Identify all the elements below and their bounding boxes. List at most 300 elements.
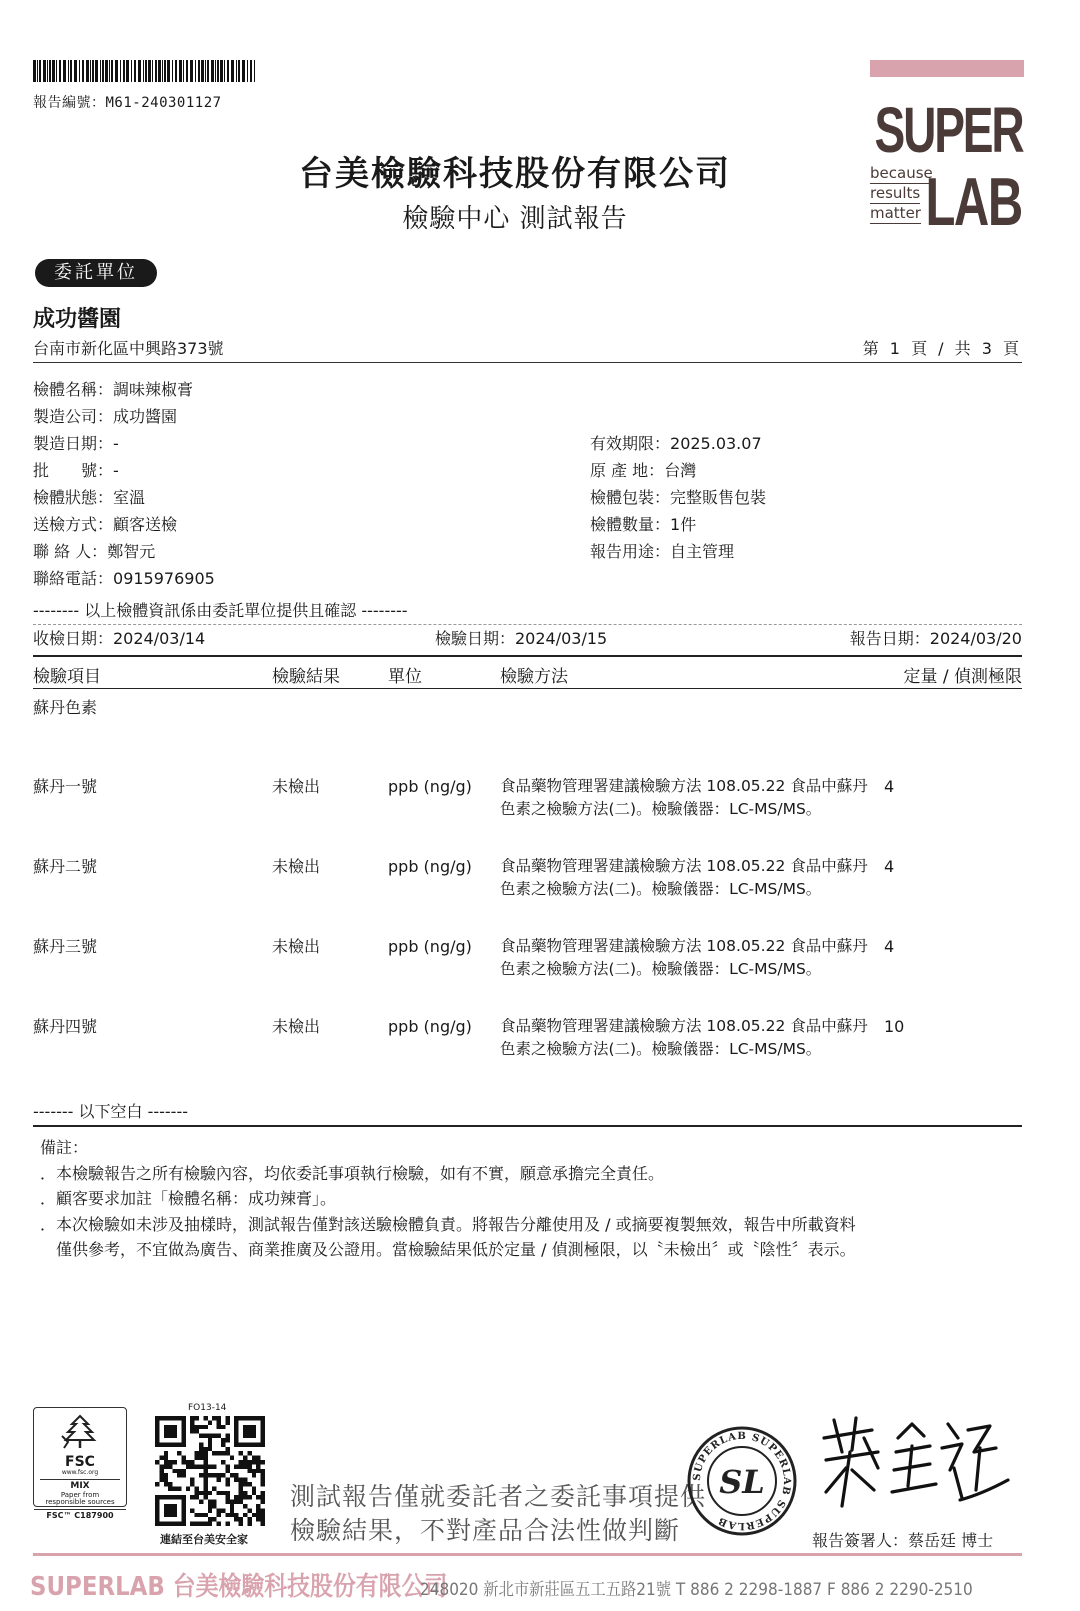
qr-module <box>247 1517 251 1521</box>
barcode-bar <box>100 60 101 82</box>
qr-module <box>190 1420 194 1424</box>
footer-statement <box>290 1480 706 1548</box>
qr-module <box>208 1522 212 1526</box>
qr-module <box>203 1478 207 1482</box>
qr-module <box>234 1473 238 1477</box>
footer-brand: SUPERLAB 台美檢驗科技股份有限公司 <box>30 1572 448 1602</box>
qr-module <box>195 1522 199 1526</box>
qr-module <box>247 1429 251 1433</box>
qr-module <box>173 1434 177 1438</box>
qr-module <box>225 1420 229 1424</box>
qr-module <box>208 1434 212 1438</box>
th-method: 檢驗方法 <box>500 667 568 687</box>
qr-module <box>261 1429 265 1433</box>
client-badge: 委託單位 <box>35 259 157 287</box>
qr-module <box>164 1482 168 1486</box>
barcode <box>33 60 255 82</box>
qr-module <box>173 1442 177 1446</box>
test-date: 檢驗日期：2024/03/15 <box>435 629 608 648</box>
qr-module <box>247 1425 251 1429</box>
qr-module <box>155 1500 159 1504</box>
qr-module <box>159 1464 163 1468</box>
qr-module <box>203 1451 207 1455</box>
barcode-bar <box>211 60 214 82</box>
qr-module <box>256 1495 260 1499</box>
qr-module <box>199 1456 203 1460</box>
info-sample-name: 檢體名稱：調味辣椒膏 <box>33 380 194 399</box>
footer-contact: 248020 新北市新莊區五工五路21號 T 886 2 2298-1887 F 886 2 2290-2510 <box>420 1580 973 1600</box>
qr-module <box>208 1420 212 1424</box>
report-subtitle: 檢驗中心 測試報告 <box>402 204 628 234</box>
qr-module <box>159 1469 163 1473</box>
qr-module <box>256 1416 260 1420</box>
barcode-bar <box>162 60 163 82</box>
qr-module <box>203 1522 207 1526</box>
barcode-bar <box>95 60 98 82</box>
qr-module <box>239 1442 243 1446</box>
qr-module <box>247 1416 251 1420</box>
qr-module <box>225 1438 229 1442</box>
barcode-bar <box>205 60 206 82</box>
info-manufacture-date: 製造日期：- <box>33 434 119 453</box>
qr-module <box>181 1456 185 1460</box>
info-contact-phone: 聯絡電話：0915976905 <box>33 569 215 588</box>
qr-module <box>190 1495 194 1499</box>
qr-module <box>159 1495 163 1499</box>
qr-module <box>173 1508 177 1512</box>
qr-module <box>225 1447 229 1451</box>
qr-module <box>203 1447 207 1451</box>
fsc-site: www.fsc.org <box>61 1469 99 1477</box>
qr-module <box>164 1522 168 1526</box>
qr-module <box>199 1473 203 1477</box>
qr-module <box>168 1482 172 1486</box>
qr-module <box>217 1478 221 1482</box>
qr-module <box>173 1495 177 1499</box>
qr-module <box>234 1425 238 1429</box>
qr-module <box>203 1425 207 1429</box>
qr-module <box>173 1469 177 1473</box>
row1-result: 未檢出 <box>272 777 321 796</box>
qr-module <box>225 1464 229 1468</box>
qr-module <box>168 1508 172 1512</box>
qr-module <box>203 1434 207 1438</box>
qr-module <box>225 1434 229 1438</box>
qr-module <box>230 1500 234 1504</box>
qr-module <box>208 1491 212 1495</box>
qr-module <box>181 1429 185 1433</box>
qr-module <box>168 1425 172 1429</box>
info-quantity: 檢體數量：1件 <box>590 515 697 534</box>
qr-module <box>243 1434 247 1438</box>
barcode-bar <box>86 60 89 82</box>
barcode-bar <box>207 60 209 82</box>
qr-module <box>217 1425 221 1429</box>
row4-limit: 10 <box>884 1017 905 1036</box>
barcode-bar <box>238 60 240 82</box>
qr-module <box>234 1438 238 1442</box>
superlab-logo <box>870 60 1030 240</box>
qr-module <box>225 1513 229 1517</box>
table-top-rule <box>33 655 1022 657</box>
fsc-code: FSC™ C187900 <box>34 1509 126 1521</box>
row2-unit: ppb (ng/g) <box>388 857 472 876</box>
barcode-bar <box>56 60 57 82</box>
qr-module <box>177 1416 181 1420</box>
note-3b: 僅供參考，不宜做為廣告、商業推廣及公證用。當檢驗結果低於定量 / 偵測極限，以〝未檢出〞或〝陰性〞表示。 <box>40 1240 856 1259</box>
client-name: 成功醬園 <box>33 307 122 332</box>
qr-module <box>234 1416 238 1420</box>
qr-module <box>181 1460 185 1464</box>
qr-module <box>261 1482 265 1486</box>
qr-module <box>256 1508 260 1512</box>
qr-module <box>177 1486 181 1490</box>
logo-tagline-1: because <box>870 164 933 182</box>
qr-module <box>261 1517 265 1521</box>
qr-module <box>181 1438 185 1442</box>
qr-module <box>208 1464 212 1468</box>
qr-module <box>203 1513 207 1517</box>
fsc-mix: MIX <box>40 1479 120 1492</box>
qr-module <box>243 1442 247 1446</box>
qr-module <box>239 1478 243 1482</box>
qr-module <box>243 1416 247 1420</box>
barcode-bar <box>183 60 184 82</box>
footer-statement-line1: 測試報告僅就委託者之委託事項提供 <box>290 1482 707 1511</box>
qr-module <box>247 1460 251 1464</box>
qr-module <box>261 1442 265 1446</box>
qr-module <box>239 1482 243 1486</box>
barcode-bar <box>198 60 200 82</box>
qr-module <box>225 1451 229 1455</box>
qr-module <box>155 1429 159 1433</box>
qr-module <box>252 1434 256 1438</box>
qr-module <box>195 1491 199 1495</box>
qr-module <box>212 1473 216 1477</box>
qr-module <box>159 1478 163 1482</box>
qr-module <box>212 1464 216 1468</box>
qr-module <box>195 1451 199 1455</box>
qr-module <box>199 1491 203 1495</box>
fsc-line1: Paper from <box>60 1490 100 1499</box>
qr-module <box>177 1522 181 1526</box>
company-seal <box>686 1425 798 1537</box>
client-address: 台南市新化區中興路373號 <box>33 339 224 358</box>
barcode-bar <box>224 60 225 82</box>
qr-module <box>164 1429 168 1433</box>
qr-module <box>239 1522 243 1526</box>
qr-module <box>221 1491 225 1495</box>
qr-module <box>243 1456 247 1460</box>
qr-module <box>181 1500 185 1504</box>
qr-module <box>181 1504 185 1508</box>
qr-module <box>261 1425 265 1429</box>
qr-module <box>212 1504 216 1508</box>
barcode-bar <box>220 60 223 82</box>
qr-module <box>199 1447 203 1451</box>
barcode-bar <box>79 60 80 82</box>
qr-module <box>247 1464 251 1468</box>
qr-module <box>181 1416 185 1420</box>
qr-module <box>173 1416 177 1420</box>
qr-module <box>195 1429 199 1433</box>
th-result: 檢驗結果 <box>272 667 340 687</box>
qr-module <box>239 1500 243 1504</box>
qr-module <box>208 1438 212 1442</box>
qr-module <box>195 1513 199 1517</box>
qr-module <box>159 1522 163 1526</box>
table-group-label: 蘇丹色素 <box>33 698 98 717</box>
qr-module <box>261 1438 265 1442</box>
qr-module <box>195 1464 199 1468</box>
qr-module <box>177 1495 181 1499</box>
barcode-bar <box>227 60 229 82</box>
qr-module <box>243 1429 247 1433</box>
qr-module <box>164 1451 168 1455</box>
qr-module <box>243 1425 247 1429</box>
qr-module <box>252 1513 256 1517</box>
info-packaging: 檢體包裝：完整販售包裝 <box>590 488 767 507</box>
row3-item: 蘇丹三號 <box>33 937 98 956</box>
qr-module <box>212 1500 216 1504</box>
info-origin: 原 產 地：台灣 <box>590 461 697 480</box>
qr-module <box>221 1473 225 1477</box>
row2-method: 食品藥物管理署建議檢驗方法 108.05.22 食品中蘇丹色素之檢驗方法(二)。檢驗儀器：LC-MS/MS。 <box>500 857 868 898</box>
note-1: ．本檢驗報告之所有檢驗內容，均依委託事項執行檢驗，如有不實，願意承擔完全責任。 <box>40 1164 665 1183</box>
qr-module <box>164 1425 168 1429</box>
qr-module <box>164 1495 168 1499</box>
qr-module <box>243 1495 247 1499</box>
qr-module <box>164 1464 168 1468</box>
barcode-bar <box>131 60 132 82</box>
qr-module <box>195 1416 199 1420</box>
qr-module <box>159 1442 163 1446</box>
qr-module <box>234 1464 238 1468</box>
qr-module <box>186 1464 190 1468</box>
row3-limit: 4 <box>884 937 895 956</box>
qr-module <box>256 1504 260 1508</box>
qr-module <box>208 1504 212 1508</box>
qr-module <box>225 1500 229 1504</box>
qr-module <box>243 1460 247 1464</box>
fsc-line2: responsible sources <box>45 1498 115 1507</box>
row4-unit: ppb (ng/g) <box>388 1017 472 1036</box>
qr-module <box>252 1460 256 1464</box>
page-indicator: 第 1 頁 / 共 3 頁 <box>862 339 1022 358</box>
qr-code[interactable] <box>155 1416 265 1526</box>
qr-module <box>190 1478 194 1482</box>
qr-module <box>168 1442 172 1446</box>
qr-module <box>190 1416 194 1420</box>
qr-module <box>217 1508 221 1512</box>
qr-module <box>261 1416 265 1420</box>
qr-module <box>225 1522 229 1526</box>
qr-module <box>199 1434 203 1438</box>
qr-module <box>181 1513 185 1517</box>
barcode-bar <box>82 60 84 82</box>
qr-module <box>256 1469 260 1473</box>
qr-module <box>221 1442 225 1446</box>
qr-module <box>208 1508 212 1512</box>
qr-module <box>190 1464 194 1468</box>
row3-unit: ppb (ng/g) <box>388 937 472 956</box>
qr-module <box>261 1478 265 1482</box>
qr-module <box>181 1473 185 1477</box>
confirm-note: -------- 以上檢體資訊係由委託單位提供且確認 -------- <box>33 601 408 620</box>
qr-module <box>186 1486 190 1490</box>
qr-module <box>252 1469 256 1473</box>
qr-module <box>217 1513 221 1517</box>
logo-tagline-2: results <box>870 184 921 202</box>
qr-module <box>234 1513 238 1517</box>
qr-module <box>256 1442 260 1446</box>
qr-module <box>203 1491 207 1495</box>
barcode-bar <box>148 60 151 82</box>
seal-text: SL <box>719 1463 765 1501</box>
qr-module <box>199 1500 203 1504</box>
qr-module <box>217 1420 221 1424</box>
barcode-bar <box>250 60 252 82</box>
table-end-note: ------- 以下空白 ------- <box>33 1102 189 1121</box>
row4-result: 未檢出 <box>272 1017 321 1036</box>
barcode-bar <box>172 60 173 82</box>
qr-module <box>168 1464 172 1468</box>
qr-module <box>177 1442 181 1446</box>
qr-module <box>256 1456 260 1460</box>
qr-module <box>199 1425 203 1429</box>
info-expiry-date: 有效期限：2025.03.07 <box>590 434 762 453</box>
qr-module <box>221 1451 225 1455</box>
qr-module <box>173 1460 177 1464</box>
qr-module <box>155 1482 159 1486</box>
qr-module <box>177 1473 181 1477</box>
qr-module <box>155 1420 159 1424</box>
qr-module <box>217 1473 221 1477</box>
qr-module <box>181 1522 185 1526</box>
qr-module <box>190 1522 194 1526</box>
barcode-bar <box>120 60 121 82</box>
qr-module <box>168 1513 172 1517</box>
barcode-bar <box>195 60 196 82</box>
table-bottom-rule <box>33 1125 1022 1127</box>
row3-method: 食品藥物管理署建議檢驗方法 108.05.22 食品中蘇丹色素之檢驗方法(二)。檢驗儀器：LC-MS/MS。 <box>500 937 868 978</box>
qr-module <box>247 1451 251 1455</box>
row3-result: 未檢出 <box>272 937 321 956</box>
qr-module <box>203 1460 207 1464</box>
qr-module <box>221 1425 225 1429</box>
row1-unit: ppb (ng/g) <box>388 777 472 796</box>
th-limit: 定量 / 偵測極限 <box>903 667 1022 687</box>
qr-module <box>247 1508 251 1512</box>
qr-module <box>190 1429 194 1433</box>
qr-module <box>252 1429 256 1433</box>
qr-module <box>239 1486 243 1490</box>
qr-module <box>208 1500 212 1504</box>
info-contact-person: 聯 絡 人：鄭智元 <box>33 542 156 561</box>
qr-module <box>256 1460 260 1464</box>
qr-module <box>261 1434 265 1438</box>
qr-module <box>256 1513 260 1517</box>
row1-item: 蘇丹一號 <box>33 777 98 796</box>
barcode-bar <box>47 60 48 82</box>
divider <box>33 362 1022 363</box>
barcode-bar <box>70 60 72 82</box>
barcode-bar <box>145 60 147 82</box>
info-sample-state: 檢體狀態：室溫 <box>33 488 146 507</box>
barcode-bar <box>115 60 118 82</box>
qr-module <box>199 1442 203 1446</box>
barcode-bar <box>158 60 161 82</box>
qr-module <box>203 1473 207 1477</box>
qr-module <box>217 1522 221 1526</box>
barcode-bar <box>74 60 77 82</box>
qr-module <box>212 1416 216 1420</box>
table-header-rule <box>33 688 1022 689</box>
qr-module <box>243 1478 247 1482</box>
barcode-bar <box>190 60 193 82</box>
qr-module <box>159 1456 163 1460</box>
qr-module <box>247 1522 251 1526</box>
qr-module <box>221 1460 225 1464</box>
qr-module <box>168 1434 172 1438</box>
barcode-bar <box>126 60 129 82</box>
qr-module <box>208 1473 212 1477</box>
barcode-bar <box>111 60 113 82</box>
qr-module <box>212 1451 216 1455</box>
barcode-bar <box>231 60 234 82</box>
qr-module <box>217 1491 221 1495</box>
qr-module <box>225 1495 229 1499</box>
qr-module <box>247 1482 251 1486</box>
company-name: 台美檢驗科技股份有限公司 <box>299 154 731 194</box>
footer-statement-line2: 檢驗結果，不對產品合法性做判斷 <box>290 1516 681 1545</box>
qr-module <box>247 1442 251 1446</box>
qr-module <box>208 1517 212 1521</box>
qr-module <box>181 1495 185 1499</box>
qr-module <box>217 1434 221 1438</box>
qr-module <box>208 1447 212 1451</box>
barcode-bar <box>143 60 144 82</box>
barcode-bar <box>49 60 51 82</box>
qr-module <box>217 1416 221 1420</box>
barcode-bar <box>37 60 38 82</box>
fsc-brand: FSC <box>65 1453 95 1470</box>
qr-module <box>190 1460 194 1464</box>
qr-module <box>155 1438 159 1442</box>
qr-module <box>203 1416 207 1420</box>
report-number: 報告編號：M61-240301127 <box>33 95 222 111</box>
row4-item: 蘇丹四號 <box>33 1017 98 1036</box>
qr-module <box>239 1517 243 1521</box>
barcode-bar <box>33 60 36 82</box>
qr-module <box>195 1456 199 1460</box>
qr-module <box>181 1434 185 1438</box>
qr-module <box>159 1473 163 1477</box>
signatory: 報告簽署人：蔡岳廷 博士 <box>812 1531 994 1550</box>
qr-module <box>173 1504 177 1508</box>
barcode-bar <box>138 60 141 82</box>
qr-module <box>164 1442 168 1446</box>
logo-accent-bar <box>870 60 1024 77</box>
qr-module <box>252 1486 256 1490</box>
qr-module <box>225 1416 229 1420</box>
qr-module <box>155 1416 159 1420</box>
qr-module <box>261 1469 265 1473</box>
qr-module <box>199 1451 203 1455</box>
row2-limit: 4 <box>884 857 895 876</box>
qr-module <box>243 1504 247 1508</box>
barcode-bar <box>152 60 153 82</box>
